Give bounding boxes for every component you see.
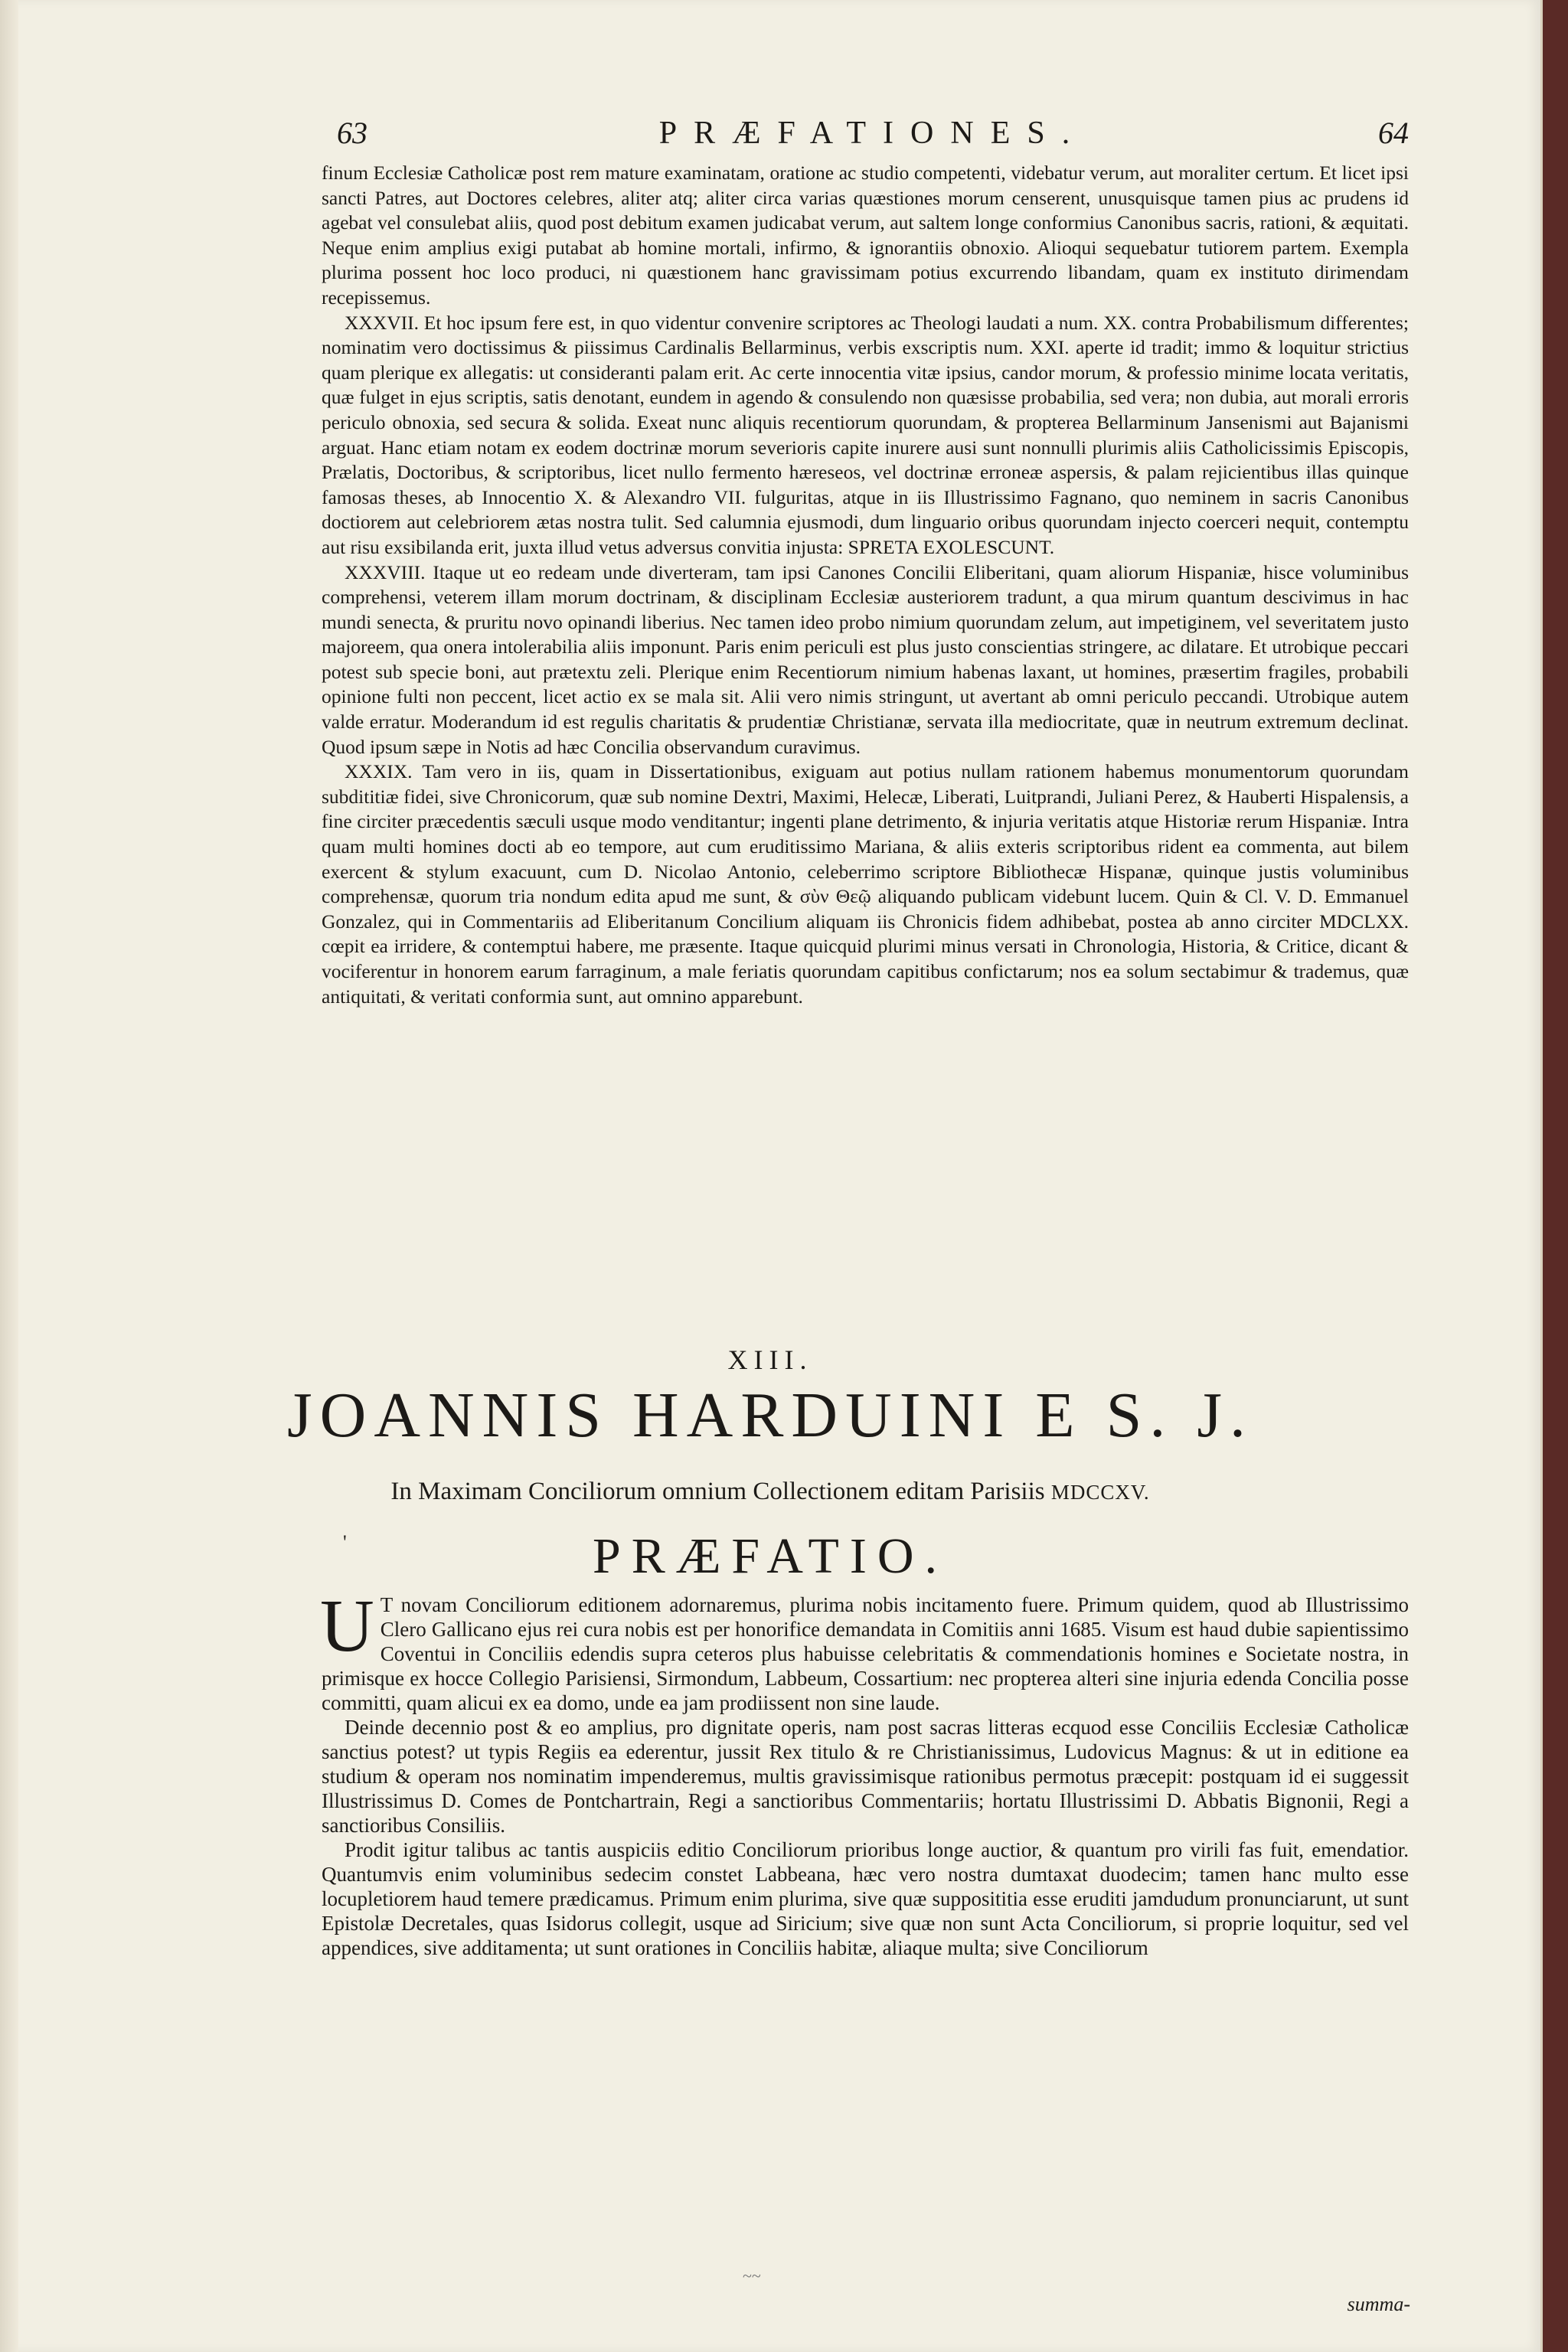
preface-paragraph-1 — [320, 1585, 1409, 1715]
section-number: XIII. — [727, 1344, 813, 1375]
page-number-right: 64 — [1378, 116, 1409, 150]
catchword: summa- — [1347, 2293, 1410, 2315]
paragraph-xxxix: XXXIX. Tam vero in iis, quam in Dissertationibus, exiguam aut potius nullam rationem habemus monumentorum quorundam subdititiæ fidei, sive Chronicorum, quæ sub nomine Dextri, Maximi, Helecæ, Liberati, Luitprandi, Juliani Perez, & Hauberti Hispalensis, a fine circiter præcedentis sæculi usque modo venditantur; ingenti plane detrimento, & injuria veritatis atque Historiæ rerum Hispaniæ. Intra quam multi homines docti ab eo tempore, aut cum eruditissimo Mariana, & aliis exteris scriptoribus rident ea commenta, aut bilem exercent & stylum exacuunt, cum D. Nicolao Antonio, celeberrimo scriptore Bibliothecæ Hispanæ, quinque justis voluminibus comprehensæ, quorum tria nondum edita apud me sunt, & σὺν Θεῷ aliquando publicam videbunt lucem. Quin & Cl. V. D. Emmanuel Gonzalez, qui in Commentariis ad Eliberitanum Concilium aliquam iis Chronicis fidem adhibebat, postea ab anno circiter MDCLXX. cœpit ea irridere, & contemptui habere, me præsente. Itaque quicquid plurimi minus versati in Chronologia, Historia, & Critice, dicant & vociferentur in honorem earum farraginum, a male feriatis quorundam capitibus confictarum; nos ea solum sectabimur & trademus, quæ antiquitati, & veritati conformia sunt, aut omnino apparebunt. — [322, 760, 1409, 1008]
paragraph-xxxviii: XXXVIII. Itaque ut eo redeam unde diverteram, tam ipsi Canones Concilii Eliberitani, quam aliorum Hispaniæ, hisce voluminibus comprehensi, veterem illam morum doctrinam, & disciplinam Ecclesiæ austeriorem tradunt, a qua mirum quantum descivimus in hac mundi senecta, & pruritu novo opinandi liberius. Nec tamen ideo probo nimium quorundam zelum, aut impetiginem, vel severitatem justo majoreem, qua onera intolerabilia aliis imponunt. Paris enim periculi est plus justo conscientias stringere, ac dilatare. Et utrobique peccari potest sub specie boni, aut prætextu zeli. Plerique enim Recentiorum nimium habenas laxant, ut homines, præsertim fragiles, probabili opinione fulti non peccent, licet actio ex se mala sit. Alii vero nimis stringunt, ut avertant ab omni periculo peccandi. Utrobique autem valde erratur. Moderandum id est regulis charitatis & prudentiæ Christianæ, servata illa mediocritate, quæ in neutrum extremum declinat. Quod ipsum sæpe in Notis ad hæc Concilia observandum curavimus. — [322, 560, 1409, 758]
ornament-mark: ~~ — [743, 2266, 761, 2285]
preface-paragraph-2: Deinde decennio post & eo amplius, pro dignitate operis, nam post sacras litteras ecquod esse Conciliis Ecclesiæ Catholicæ sanctius potest? ut typis Regiis ea ederentur, jussit Rex titulo & re Christianissimus, Ludovicus Magnus: & ut in editione ea studium & operam nos nominatim impenderemus, multis gravissimisque rationibus permotus præcepit: postquam id ei suggessit Illustrissimus D. Comes de Pontchartrain, Regi a sanctioribus Commentariis; hortatu Illustrissimi D. Abbatis Bignonii, Regi a sanctioribus Consiliis. — [322, 1716, 1409, 1837]
preface-paragraph-3: Prodit igitur talibus ac tantis auspiciis editio Conciliorum prioribus longe auctior, & quantum pro virili fas fuit, emendatior. Quantumvis enim voluminibus sedecim constet Labbeana, hæc vero nostra dumtaxat duodecim; tamen hanc multo esse locupletiorem haud temere prædicamus. Primum enim plurima, sive quæ supposititia esse eruditi jamdudum pronunciarunt, ut sunt Epistolæ Decretales, quas Isidorus collegit, usque ad Siricium; sive quæ non sunt Acta Conciliorum, si proprie loquitur, sed vel appendices, sive additamenta; ut sunt orationes in Conciliis habitæ, aliaque multa; sive Conciliorum — [322, 1838, 1409, 1959]
margin-mark: ' — [343, 1531, 347, 1553]
page-number-left: 63 — [337, 116, 368, 150]
subtitle-text: In Maximam Conciliorum omnium Collectionem editam Parisiis — [390, 1478, 1045, 1505]
drop-cap: U — [320, 1585, 374, 1668]
running-title: PRÆFATIONES. — [658, 116, 1087, 151]
paragraph-xxxvii: XXXVII. Et hoc ipsum fere est, in quo videntur convenire scriptores ac Theologi laudati a num. XX. contra Probabilismum differentes; nominatim vero doctissimus & piissimus Cardinalis Bellarminus, verbis exscriptis num. XXI. aperte id tradit; immo & loquitur strictius quam plerique ex allegatis: ut consideranti palam erit. Ac certe innocentia vitæ ipsius, candor morum, & professio minime locata veritatis, quæ fulget in ejus scriptis, satis denotant, eundem in agendo & consulendo non quæsisse probabilia, sed vera; non dubia, aut morali erroris periculo obnoxia, sed secura & solida. Exeat nunc aliquis recentiorum quorundam, & propterea Bellarminum Jansenismi aut Bajanismi arguat. Hanc etiam notam ex eodem doctrinæ morum severioris capite inurere ausi sunt nonnulli plurimis aliis Catholicissimis Episcopis, Prælatis, Doctoribus, & scriptoribus, licet nullo fermento hæreseos, vel doctrinæ erroneæ aspersis, & palam rejicientibus illas quinque famosas theses, ab Innocentio X. & Alexandro VII. fulguritas, atque in iis Illustrissimo Fagnano, quo neminem in sacris Canonibus doctiorem aut celebriorem ætas nostra tulit. Sed calumnia ejusmodi, dum linguario oribus quorundam injecto coerceri nequit, contemptu aut risu exsibilanda erit, juxta illud vetus adversus convitia injusta: SPRETA EXOLESCUNT. — [322, 311, 1409, 558]
top-text-block — [322, 161, 1409, 1009]
preface-text-block — [320, 1585, 1409, 1960]
preface-paragraph-1-text: T novam Conciliorum editionem adornaremus, plurima nobis incitamento fuere. Primum quidem, quod ab Illustrissimo Clero Gallicano ejus rei cura nobis est per honorifice demandata in Comitiis anni 1685. Visum est haud dubie sapientissimo Coventui in Conciliis edendis supra ceteros plus habuisse celebritatis & commendationis homines e Societate nostra, in primisque ex hocce Collegio Parisiensi, Sirmondum, Labbeum, Cossartium: nec propterea alteri sine injuria edenda Concilia posse committi, quam alicui ex ea domo, unde ea jam prodiissent non sine laude. — [322, 1593, 1409, 1714]
paragraph-continuation: finum Ecclesiæ Catholicæ post rem mature examinatam, oratione ac studio competenti, videbatur verum, aut moraliter certum. Et licet ipsi sancti Patres, aut Doctores celebres, aliter atq; aliter circa varias quæstiones morum censerent, unusquisque tamen pius ac prudens id agebat vel consulebat aliis, quod post debitum examen judicabat verum, aut saltem longe conformius Canonibus sacris, rationi, & æquitati. Neque enim amplius exigi putabat ab homine mortali, infirmo, & ignorantiis obnoxio. Alioqui sequebatur tutiorem partem. Exempla plurima possent hoc loco produci, ni quæstionem hanc gravissimam potius excurrendo libandam, quam ex instituto dirimendam recepissemus. — [322, 162, 1409, 309]
section-subtitle — [0, 1478, 1540, 1506]
preface-title: PRÆFATIO. — [592, 1528, 949, 1584]
page-edge — [0, 0, 18, 2352]
section-author: JOANNIS HARDUINI E S. J. — [286, 1380, 1254, 1451]
subtitle-date: MDCCXV. — [1050, 1481, 1150, 1504]
